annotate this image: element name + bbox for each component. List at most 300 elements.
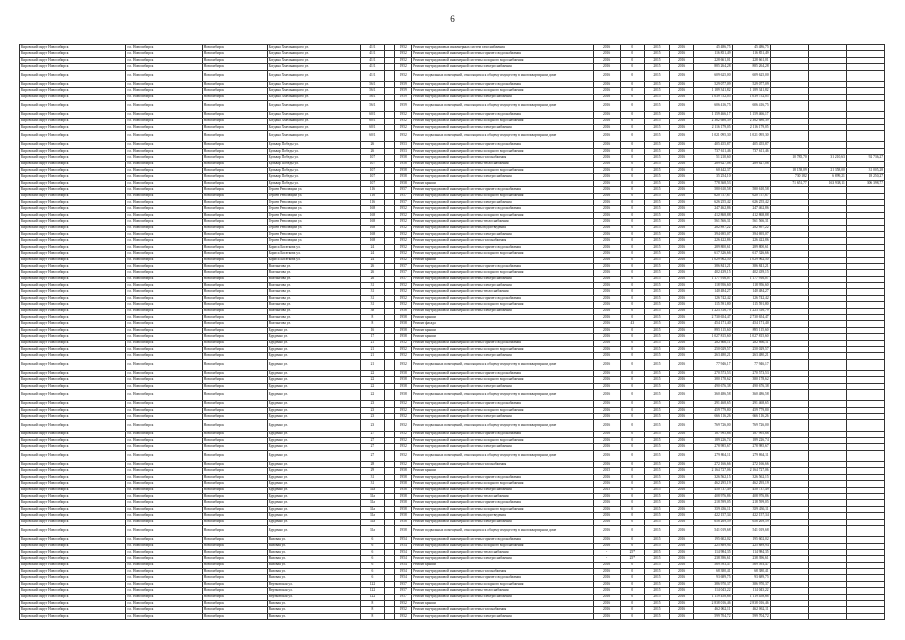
- cell-municipality: Новосибирск: [202, 594, 267, 600]
- cell-street: Вахтангова ул.: [267, 302, 360, 308]
- cell-city: г.о. Новосибирск: [126, 359, 202, 370]
- cell-total: 769 726,00: [732, 420, 770, 431]
- cell-municipality: Новосибирск: [202, 131, 267, 142]
- cell-status: 2016: [593, 414, 620, 420]
- cell-year: 1957: [395, 276, 412, 282]
- cell-work-type: Ремонт внутридомовой инженерной системы водоотведения: [412, 513, 594, 519]
- cell-year: 1954: [395, 575, 412, 581]
- cell-status: 2016: [593, 118, 620, 124]
- cell-year: 1952: [395, 431, 412, 437]
- cell-city: г.о. Новосибирск: [126, 474, 202, 480]
- cell-count: 0: [620, 414, 645, 420]
- cell-cost: 2 730 654,47: [694, 315, 732, 321]
- cell-street: Бурденко ул.: [267, 327, 360, 333]
- cell-house: 26: [360, 270, 385, 276]
- cell-owners-share: [770, 70, 808, 81]
- cell-count: 0: [620, 438, 645, 444]
- cell-house: 60/1: [360, 131, 385, 142]
- cell-work-type: Ремонт подвальных помещений, относящихся к общему имуществу в многоквартирном доме: [412, 420, 594, 431]
- table-row: [20, 131, 885, 142]
- cell-status: 2016: [593, 276, 620, 282]
- cell-year: 1957: [395, 187, 412, 193]
- cell-area: Кировский округ Новосибирск: [20, 346, 126, 352]
- cell-cost: 228 661,01: [694, 57, 732, 63]
- cell-count: 0: [620, 390, 645, 401]
- cell-city: г.о. Новосибирск: [126, 414, 202, 420]
- cell-year-end: 2016: [669, 187, 694, 193]
- cell-year-start: 2015: [645, 601, 670, 607]
- cell-municipality: Новосибирск: [202, 270, 267, 276]
- cell-work-type: Ремонт внутридомовой инженерной системы теплоснабжения: [412, 161, 594, 167]
- cell-city: г.о. Новосибирск: [126, 94, 202, 100]
- cell-house: 8: [360, 613, 385, 619]
- cell-year: 1958: [395, 180, 412, 186]
- cell-count: 0: [620, 81, 645, 87]
- cell-work-type: Ремонт внутридомовой инженерной системы газоснабжения: [412, 155, 594, 161]
- cell-year-end: 2016: [669, 359, 694, 370]
- cell-area: Кировский округ Новосибирск: [20, 64, 126, 70]
- cell-cost: 412 868,88: [694, 212, 732, 218]
- cell-year-end: 2016: [669, 444, 694, 450]
- cell-year-start: 2015: [645, 346, 670, 352]
- cell-work-type: Ремонт внутридомовой инженерной системы газоснабжения: [412, 462, 594, 468]
- cell-house: 8: [360, 607, 385, 613]
- cell-street: Бульвар Победы ул.: [267, 180, 360, 186]
- cell-cost: 289 800,61: [694, 244, 732, 250]
- cell-corpus: [385, 390, 395, 401]
- cell-year-end: 2016: [669, 438, 694, 444]
- cell-year: 1952: [395, 57, 412, 63]
- cell-house: 17: [360, 334, 385, 340]
- cell-status: 2016: [593, 70, 620, 81]
- cell-year-end: 2016: [669, 390, 694, 401]
- cell-municipality: Новосибирск: [202, 321, 267, 327]
- cell-year-end: 2016: [669, 315, 694, 321]
- cell-street: Бурденко ул.: [267, 474, 360, 480]
- cell-year-start: 2015: [645, 353, 670, 359]
- cell-count: 25*: [620, 549, 645, 555]
- cell-work-type: Ремонт внутридомовой инженерной системы холодного водоснабжения: [412, 270, 594, 276]
- cell-municipality: Новосибирск: [202, 263, 267, 269]
- cell-house: 6: [360, 569, 385, 575]
- cell-status: -: [593, 556, 620, 562]
- cell-work-type: Ремонт внутридомовой инженерной системы холодного водоснабжения: [412, 481, 594, 487]
- cell-owners-share: 10 785,70: [770, 155, 808, 161]
- cell-year-end: 2016: [669, 94, 694, 100]
- cell-area: Кировский округ Новосибирск: [20, 562, 126, 568]
- table-row: [20, 420, 885, 431]
- table-row: [20, 613, 885, 619]
- cell-status: 2016: [593, 263, 620, 269]
- cell-cost: 490 676,38: [694, 383, 732, 389]
- cell-total: 225 889,94: [732, 543, 770, 549]
- cell-total: 1 177 916,07: [732, 276, 770, 282]
- cell-street: Героев Революции ул.: [267, 187, 360, 193]
- cell-city: г.о. Новосибирск: [126, 334, 202, 340]
- cell-year: 1952: [395, 607, 412, 613]
- cell-city: г.о. Новосибирск: [126, 124, 202, 130]
- cell-total: 2 838 016,46: [732, 601, 770, 607]
- cell-owners-share: [770, 390, 808, 401]
- cell-work-type: Ремонт подвальных помещений, относящихся к общему имуществу в многоквартирном доме: [412, 525, 594, 536]
- cell-street: Вязовая ул.: [267, 543, 360, 549]
- cell-street: Богдана Хмельницкого ул.: [267, 94, 360, 100]
- cell-year-start: 2015: [645, 513, 670, 519]
- cell-count: 0: [620, 142, 645, 148]
- cell-area: Кировский округ Новосибирск: [20, 155, 126, 161]
- cell-year-start: 2015: [645, 295, 670, 301]
- cell-count: 0: [620, 238, 645, 244]
- cell-municipality: Новосибирск: [202, 118, 267, 124]
- cell-total: 226 422,86: [732, 238, 770, 244]
- cell-house: 56/1: [360, 81, 385, 87]
- cell-work-type: Ремонт внутридомовой инженерной системы теплоснабжения: [412, 219, 594, 225]
- cell-municipality: Новосибирск: [202, 57, 267, 63]
- cell-total: 462 295,19: [732, 481, 770, 487]
- cell-count: 0: [620, 537, 645, 543]
- cell-year-start: 2015: [645, 270, 670, 276]
- cell-city: г.о. Новосибирск: [126, 88, 202, 94]
- cell-city: г.о. Новосибирск: [126, 199, 202, 205]
- cell-area: Кировский округ Новосибирск: [20, 283, 126, 289]
- cell-city: г.о. Новосибирск: [126, 537, 202, 543]
- cell-municipality: Новосибирск: [202, 174, 267, 180]
- cell-total: 561 566,31: [732, 219, 770, 225]
- cell-house: 21: [360, 353, 385, 359]
- cell-street: Бурденко ул.: [267, 353, 360, 359]
- cell-corpus: [385, 359, 395, 370]
- cell-status: 2016: [593, 131, 620, 142]
- cell-cost: 2 838 016,46: [694, 601, 732, 607]
- cell-work-type: Ремонт внутридомовой инженерной системы холодного водоснабжения: [412, 543, 594, 549]
- cell-street: Бориса Богаткова ул.: [267, 244, 360, 250]
- cell-year: 1958: [395, 468, 412, 474]
- cell-street: Богдана Хмельницкого ул.: [267, 70, 360, 81]
- cell-city: г.о. Новосибирск: [126, 148, 202, 154]
- cell-total: 114 984,35: [732, 549, 770, 555]
- cell-municipality: Новосибирск: [202, 295, 267, 301]
- cell-total: 77 946,17: [732, 359, 770, 370]
- cell-count: 0: [620, 148, 645, 154]
- cell-year-start: 2015: [645, 506, 670, 512]
- cell-status: 2016: [593, 315, 620, 321]
- cell-count: 0: [620, 199, 645, 205]
- cell-area: Кировский округ Новосибирск: [20, 295, 126, 301]
- cell-city: г.о. Новосибирск: [126, 276, 202, 282]
- cell-municipality: Новосибирск: [202, 276, 267, 282]
- cell-year: 1957: [395, 193, 412, 199]
- cell-cost: 569 593,47: [694, 562, 732, 568]
- cell-area: Кировский округ Новосибирск: [20, 487, 126, 493]
- cell-owners-share: [770, 420, 808, 431]
- cell-year: 1952: [395, 353, 412, 359]
- cell-other-share: [846, 70, 884, 81]
- cell-year: 1952: [395, 462, 412, 468]
- cell-cost: 115 591,80: [694, 302, 732, 308]
- cell-city: г.о. Новосибирск: [126, 346, 202, 352]
- cell-year-start: 2015: [645, 168, 670, 174]
- cell-status: 2016: [593, 174, 620, 180]
- cell-status: 2016: [593, 302, 620, 308]
- cell-area: Кировский округ Новосибирск: [20, 244, 126, 250]
- cell-street: Бурденко ул.: [267, 414, 360, 420]
- cell-status: 2016: [593, 493, 620, 499]
- cell-area: Кировский округ Новосибирск: [20, 462, 126, 468]
- cell-work-type: Ремонт внутридомовой инженерной системы холодного водоснабжения: [412, 193, 594, 199]
- cell-house: 24: [360, 251, 385, 257]
- cell-cost: 1 159 466,17: [694, 112, 732, 118]
- cell-owners-share: [770, 100, 808, 111]
- cell-area: Кировский округ Новосибирск: [20, 575, 126, 581]
- cell-year-start: 2015: [645, 487, 670, 493]
- cell-work-type: Ремонт внутридомовой инженерной системы горячего водоснабжения: [412, 187, 594, 193]
- cell-house: 27: [360, 450, 385, 461]
- cell-budget-share: [808, 613, 846, 619]
- cell-status: 2016: [593, 594, 620, 600]
- cell-area: Кировский округ Новосибирск: [20, 302, 126, 308]
- cell-city: г.о. Новосибирск: [126, 353, 202, 359]
- cell-work-type: Ремонт фасада: [412, 321, 594, 327]
- cell-cost: 895 115,60: [694, 327, 732, 333]
- cell-total: 116 851,49: [732, 51, 770, 57]
- cell-year: 1959: [395, 81, 412, 87]
- cell-count: 0: [620, 88, 645, 94]
- cell-house: 60/1: [360, 112, 385, 118]
- cell-count: 0: [620, 289, 645, 295]
- cell-count: 0: [620, 187, 645, 193]
- cell-cost: 620 757,67: [694, 193, 732, 199]
- cell-total: 2 730 654,47: [732, 315, 770, 321]
- cell-cost: 1 039 752,05: [694, 94, 732, 100]
- cell-street: Вертковская ул.: [267, 581, 360, 587]
- cell-house: 31: [360, 283, 385, 289]
- cell-year-start: 2015: [645, 308, 670, 314]
- cell-city: г.о. Новосибирск: [126, 481, 202, 487]
- cell-work-type: Ремонт внутридомовой инженерной системы горячего водоснабжения: [412, 500, 594, 506]
- cell-owners-share: [770, 450, 808, 461]
- cell-status: 2016: [593, 601, 620, 607]
- cell-year-start: 2015: [645, 370, 670, 376]
- cell-count: 0: [620, 257, 645, 263]
- cell-street: Героев Революции ул.: [267, 199, 360, 205]
- cell-year-start: 2015: [645, 212, 670, 218]
- cell-cost: 580 610,58: [694, 187, 732, 193]
- cell-cost: 359 436,11: [694, 506, 732, 512]
- cell-house: 8: [360, 601, 385, 607]
- cell-house: 27: [360, 444, 385, 450]
- cell-house: 38: [360, 308, 385, 314]
- cell-count: 0: [620, 70, 645, 81]
- cell-year-end: 2016: [669, 308, 694, 314]
- cell-city: г.о. Новосибирск: [126, 407, 202, 413]
- cell-city: г.о. Новосибирск: [126, 64, 202, 70]
- cell-count: 0: [620, 407, 645, 413]
- cell-year-start: 2015: [645, 289, 670, 295]
- cell-year-end: 2016: [669, 537, 694, 543]
- cell-cost: 195 602,02: [694, 537, 732, 543]
- cell-status: 2016: [593, 238, 620, 244]
- cell-work-type: Ремонт внутридомовой инженерной системы горячего водоснабжения: [412, 142, 594, 148]
- cell-work-type: Ремонт внутридомовой инженерной системы электроснабжения: [412, 174, 594, 180]
- cell-status: 2015: [593, 468, 620, 474]
- cell-year-end: 2016: [669, 263, 694, 269]
- cell-total: 666 116,26: [732, 414, 770, 420]
- cell-total: 2 116 179,05: [732, 124, 770, 130]
- cell-year-end: 2016: [669, 556, 694, 562]
- cell-total: 2 362 686,39: [732, 118, 770, 124]
- cell-cost: 405 455,87: [694, 142, 732, 148]
- cell-year: 1957: [395, 270, 412, 276]
- cell-count: 0: [620, 174, 645, 180]
- cell-work-type: Ремонт внутридомовой инженерной системы холодного водоснабжения: [412, 57, 594, 63]
- cell-city: г.о. Новосибирск: [126, 270, 202, 276]
- cell-street: Богдана Хмельницкого ул.: [267, 45, 360, 51]
- cell-street: Богдана Хмельницкого ул.: [267, 57, 360, 63]
- cell-status: 2016: [593, 81, 620, 87]
- cell-year: 1957: [395, 581, 412, 587]
- cell-area: Кировский округ Новосибирск: [20, 481, 126, 487]
- cell-year-start: 2015: [645, 401, 670, 407]
- cell-work-type: Ремонт внутридомовой инженерной системы горячего водоснабжения: [412, 340, 594, 346]
- cell-city: г.о. Новосибирск: [126, 244, 202, 250]
- cell-count: 0: [620, 51, 645, 57]
- cell-cost: 360 486,58: [694, 390, 732, 401]
- cell-status: 2016: [593, 142, 620, 148]
- cell-year-start: 2015: [645, 414, 670, 420]
- cell-count: 0: [620, 308, 645, 314]
- cell-cost: 2 362 686,39: [694, 118, 732, 124]
- cell-municipality: Новосибирск: [202, 513, 267, 519]
- cell-street: Бурденко ул.: [267, 359, 360, 370]
- cell-city: г.о. Новосибирск: [126, 383, 202, 389]
- cell-area: Кировский округ Новосибирск: [20, 161, 126, 167]
- cell-city: г.о. Новосибирск: [126, 390, 202, 401]
- cell-year: 1958: [395, 474, 412, 480]
- cell-year: 1958: [395, 390, 412, 401]
- cell-city: г.о. Новосибирск: [126, 289, 202, 295]
- cell-status: -: [593, 549, 620, 555]
- cell-street: Богдана Хмельницкого ул.: [267, 131, 360, 142]
- cell-count: 0: [620, 212, 645, 218]
- cell-cost: 2 164 727,06: [694, 468, 732, 474]
- cell-work-type: Ремонт внутридомовой инженерной системы газоснабжения: [412, 607, 594, 613]
- cell-year-end: 2016: [669, 334, 694, 340]
- cell-year-start: 2015: [645, 588, 670, 594]
- cell-year: 1953: [395, 142, 412, 148]
- cell-year-start: 2015: [645, 549, 670, 555]
- cell-year-start: 2015: [645, 206, 670, 212]
- cell-city: г.о. Новосибирск: [126, 57, 202, 63]
- cell-total: 529 077,09: [732, 81, 770, 87]
- cell-city: г.о. Новосибирск: [126, 581, 202, 587]
- cell-count: 0: [620, 519, 645, 525]
- cell-house: 107: [360, 180, 385, 186]
- cell-house: 31: [360, 289, 385, 295]
- cell-street: Героев Революции ул.: [267, 206, 360, 212]
- cell-year: 1957: [395, 594, 412, 600]
- cell-year-end: 2016: [669, 462, 694, 468]
- cell-year-end: 2016: [669, 45, 694, 51]
- cell-work-type: Ремонт внутридомовой инженерной системы холодного водоснабжения: [412, 407, 594, 413]
- cell-total: 140 484,27: [732, 289, 770, 295]
- cell-house: 168: [360, 225, 385, 231]
- cell-house: 6: [360, 575, 385, 581]
- cell-total: 289 627,08: [732, 161, 770, 167]
- cell-city: г.о. Новосибирск: [126, 487, 202, 493]
- cell-year-end: 2016: [669, 51, 694, 57]
- cell-municipality: Новосибирск: [202, 543, 267, 549]
- cell-area: Кировский округ Новосибирск: [20, 251, 126, 257]
- cell-municipality: Новосибирск: [202, 148, 267, 154]
- cell-count: 25*: [620, 556, 645, 562]
- cell-municipality: Новосибирск: [202, 64, 267, 70]
- cell-area: Кировский округ Новосибирск: [20, 148, 126, 154]
- cell-year-start: 2015: [645, 180, 670, 186]
- cell-year: 1952: [395, 112, 412, 118]
- cell-total: 359 436,11: [732, 506, 770, 512]
- cell-status: 2016: [593, 124, 620, 130]
- cell-status: 2016: [593, 537, 620, 543]
- cell-cost: 189 226,74: [694, 438, 732, 444]
- cell-year: 1958: [395, 493, 412, 499]
- cell-year-start: 2015: [645, 543, 670, 549]
- cell-city: г.о. Новосибирск: [126, 257, 202, 263]
- cell-house: 16: [360, 327, 385, 333]
- cell-street: Вязовая ул.: [267, 613, 360, 619]
- cell-street: Бурденко ул.: [267, 481, 360, 487]
- cell-work-type: Ремонт внутридомовой инженерной системы горячего водоснабжения: [412, 370, 594, 376]
- cell-work-type: Ремонт внутридомовой инженерной системы холодного водоснабжения: [412, 148, 594, 154]
- cell-year-start: 2015: [645, 251, 670, 257]
- cell-city: г.о. Новосибирск: [126, 302, 202, 308]
- cell-count: 0: [620, 581, 645, 587]
- cell-municipality: Новосибирск: [202, 569, 267, 575]
- cell-house: 27: [360, 431, 385, 437]
- cell-work-type: Ремонт внутридомовой инженерной системы электроснабжения: [412, 414, 594, 420]
- cell-municipality: Новосибирск: [202, 575, 267, 581]
- cell-municipality: Новосибирск: [202, 51, 267, 57]
- cell-house: 31: [360, 295, 385, 301]
- cell-cost: 1 029 962,50: [694, 257, 732, 263]
- cell-year-start: 2015: [645, 51, 670, 57]
- cell-status: 2016: [593, 168, 620, 174]
- cell-total: 737 611,46: [732, 148, 770, 154]
- cell-count: 0: [620, 206, 645, 212]
- cell-status: 2016: [593, 450, 620, 461]
- cell-status: 2016: [593, 112, 620, 118]
- cell-status: 2016: [593, 270, 620, 276]
- cell-area: Кировский округ Новосибирск: [20, 321, 126, 327]
- cell-budget-share: [808, 525, 846, 536]
- cell-count: 0: [620, 513, 645, 519]
- cell-year: 1954: [395, 562, 412, 568]
- cell-year: 1959: [395, 100, 412, 111]
- cell-status: 2016: [593, 193, 620, 199]
- cell-cost: 422 157,34: [694, 513, 732, 519]
- cell-work-type: Ремонт внутридомовой инженерной системы холодного водоснабжения: [412, 88, 594, 94]
- cell-other-share: [846, 450, 884, 461]
- cell-street: Бурденко ул.: [267, 370, 360, 376]
- cell-city: г.о. Новосибирск: [126, 556, 202, 562]
- cell-municipality: Новосибирск: [202, 238, 267, 244]
- cell-year-end: 2016: [669, 155, 694, 161]
- cell-cost: 51 210,60: [694, 155, 732, 161]
- cell-street: Бурденко ул.: [267, 377, 360, 383]
- cell-city: г.о. Новосибирск: [126, 263, 202, 269]
- cell-municipality: Новосибирск: [202, 225, 267, 231]
- cell-area: Кировский округ Новосибирск: [20, 168, 126, 174]
- cell-house: 23: [360, 407, 385, 413]
